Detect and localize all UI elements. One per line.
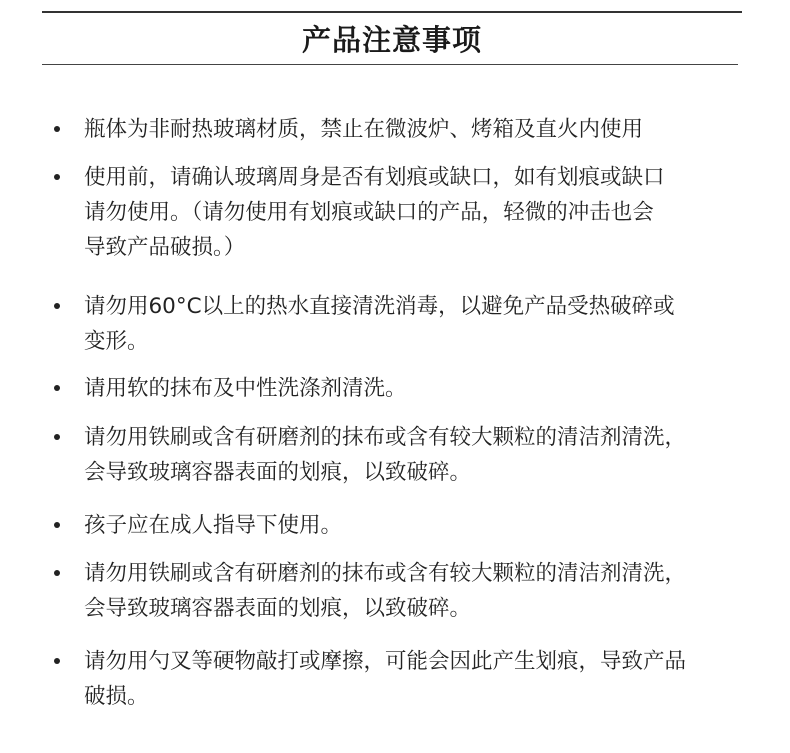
list-item [54, 371, 734, 406]
notice-text: 孩子应在成人指导下使用。 [84, 513, 343, 538]
list-item [54, 644, 734, 714]
list-item [54, 508, 734, 543]
title-top-rule [42, 11, 742, 13]
list-item [54, 420, 734, 490]
list-item [54, 112, 734, 147]
bullet-icon [54, 126, 60, 132]
notice-text: 瓶体为非耐热玻璃材质，禁止在微波炉、烤箱及直火内使用 [84, 117, 644, 142]
notice-text: 请勿用勺叉等硬物敲打或摩擦，可能会因此产生划痕，导致产品 破损。 [84, 649, 687, 709]
bullet-icon [54, 658, 60, 664]
list-item [54, 160, 734, 265]
bullet-icon [54, 303, 60, 309]
bullet-icon [54, 174, 60, 180]
notice-text: 请勿用铁刷或含有研磨剂的抹布或含有较大颗粒的清洁剂清洗， 会导致玻璃容器表面的划痕，以致破碎。 [84, 425, 687, 485]
title-bottom-rule [42, 64, 738, 65]
bullet-icon [54, 434, 60, 440]
notice-text: 请勿用60°C以上的热水直接清洗消毒，以避免产品受热破碎或 变形。 [84, 294, 675, 354]
bullet-icon [54, 385, 60, 391]
bullet-icon [54, 570, 60, 576]
notice-text: 使用前，请确认玻璃周身是否有划痕或缺口，如有划痕或缺口 请勿使用。（请勿使用有划痕或缺口的产品，轻微的冲击也会 导致产品破损。） [84, 165, 665, 260]
list-item [54, 289, 734, 359]
bullet-icon [54, 522, 60, 528]
notice-text: 请勿用铁刷或含有研磨剂的抹布或含有较大颗粒的清洁剂清洗， 会导致玻璃容器表面的划痕，以致破碎。 [84, 561, 687, 621]
list-item [54, 556, 734, 626]
page-title: 产品注意事项 [301, 23, 482, 57]
notice-text: 请用软的抹布及中性洗涤剂清洗。 [84, 376, 407, 401]
